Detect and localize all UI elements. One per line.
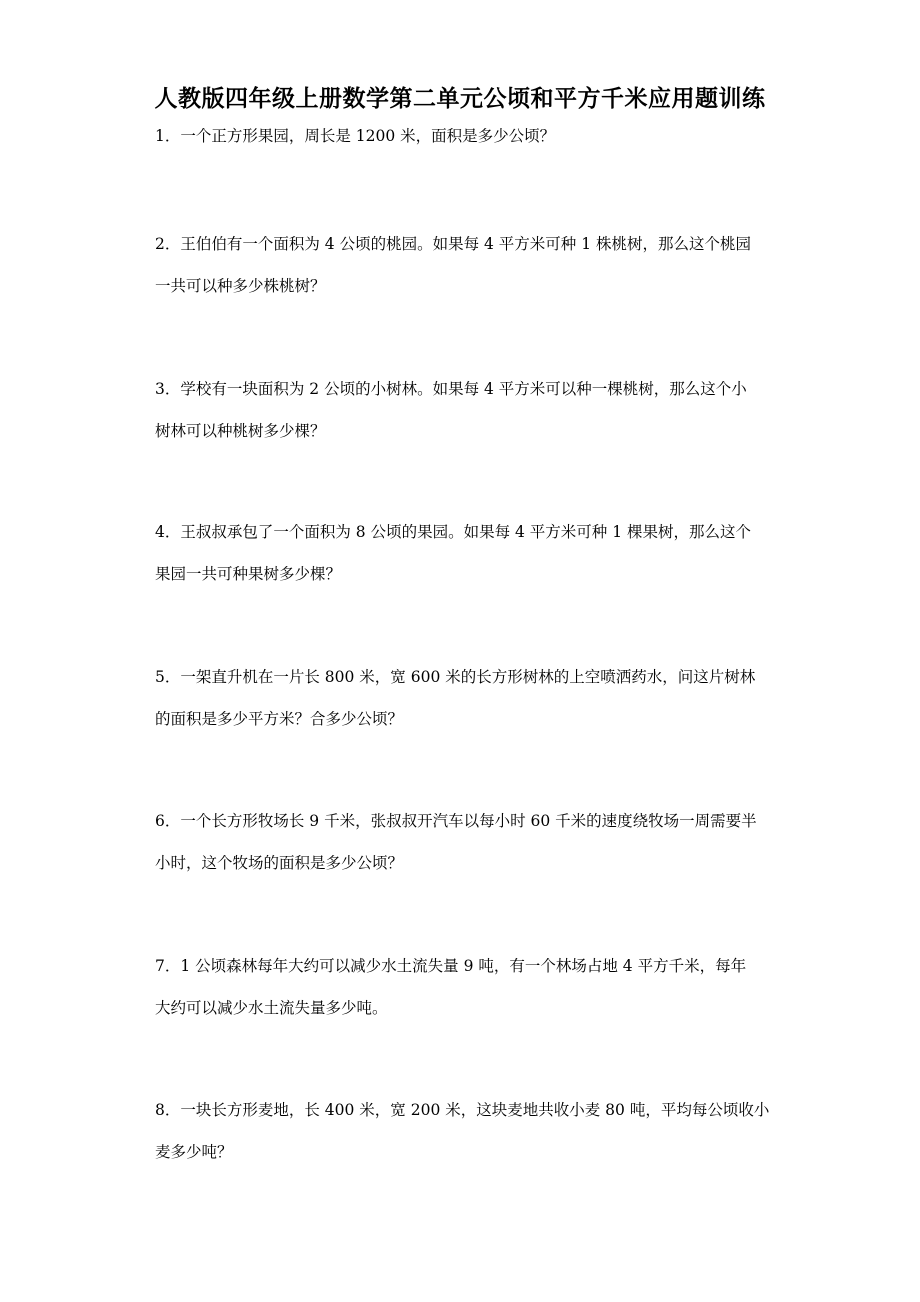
question-line: 麦多少吨？ [155,1143,233,1161]
question-line: 2．王伯伯有一个面积为 4 公顷的桃园。如果每 4 平方米可种 1 株桃树，那么这个桃园 [155,235,752,253]
question-line: 的面积是多少平方米？合多少公顷？ [155,710,404,728]
question-8 [155,1100,775,1162]
question-line: 果园一共可种果树多少棵？ [155,565,342,583]
question-1 [155,126,775,146]
question-line: 树林可以种桃树多少棵？ [155,422,326,440]
question-2 [155,234,775,296]
question-line: 8．一块长方形麦地，长 400 米，宽 200 米，这块麦地共收小麦 80 吨，平均每公顷收小 [155,1101,770,1119]
page-title: 人教版四年级上册数学第二单元公顷和平方千米应用题训练 [154,86,766,112]
question-line: 4．王叔叔承包了一个面积为 8 公顷的果园。如果每 4 平方米可种 1 棵果树，那么这个 [155,523,752,541]
question-line: 小时，这个牧场的面积是多少公顷？ [155,854,404,872]
question-3 [155,379,775,441]
question-line: 大约可以减少水土流失量多少吨。 [155,999,388,1017]
question-line: 6．一个长方形牧场长 9 千米，张叔叔开汽车以每小时 60 千米的速度绕牧场一周需要半 [155,812,757,830]
question-6 [155,811,775,873]
question-line: 5．一架直升机在一片长 800 米，宽 600 米的长方形树林的上空喷洒药水，问这片树林 [155,668,756,686]
question-5 [155,667,775,729]
question-7 [155,956,775,1018]
question-line: 1．一个正方形果园，周长是 1200 米，面积是多少公顷？ [155,127,556,145]
question-line: 3．学校有一块面积为 2 公顷的小树林。如果每 4 平方米可以种一棵桃树，那么这个小 [155,380,747,398]
question-4 [155,522,775,584]
question-line: 7．1 公顷森林每年大约可以减少水土流失量 9 吨，有一个林场占地 4 平方千米，每年 [155,957,747,975]
question-line: 一共可以种多少株桃树？ [155,277,326,295]
